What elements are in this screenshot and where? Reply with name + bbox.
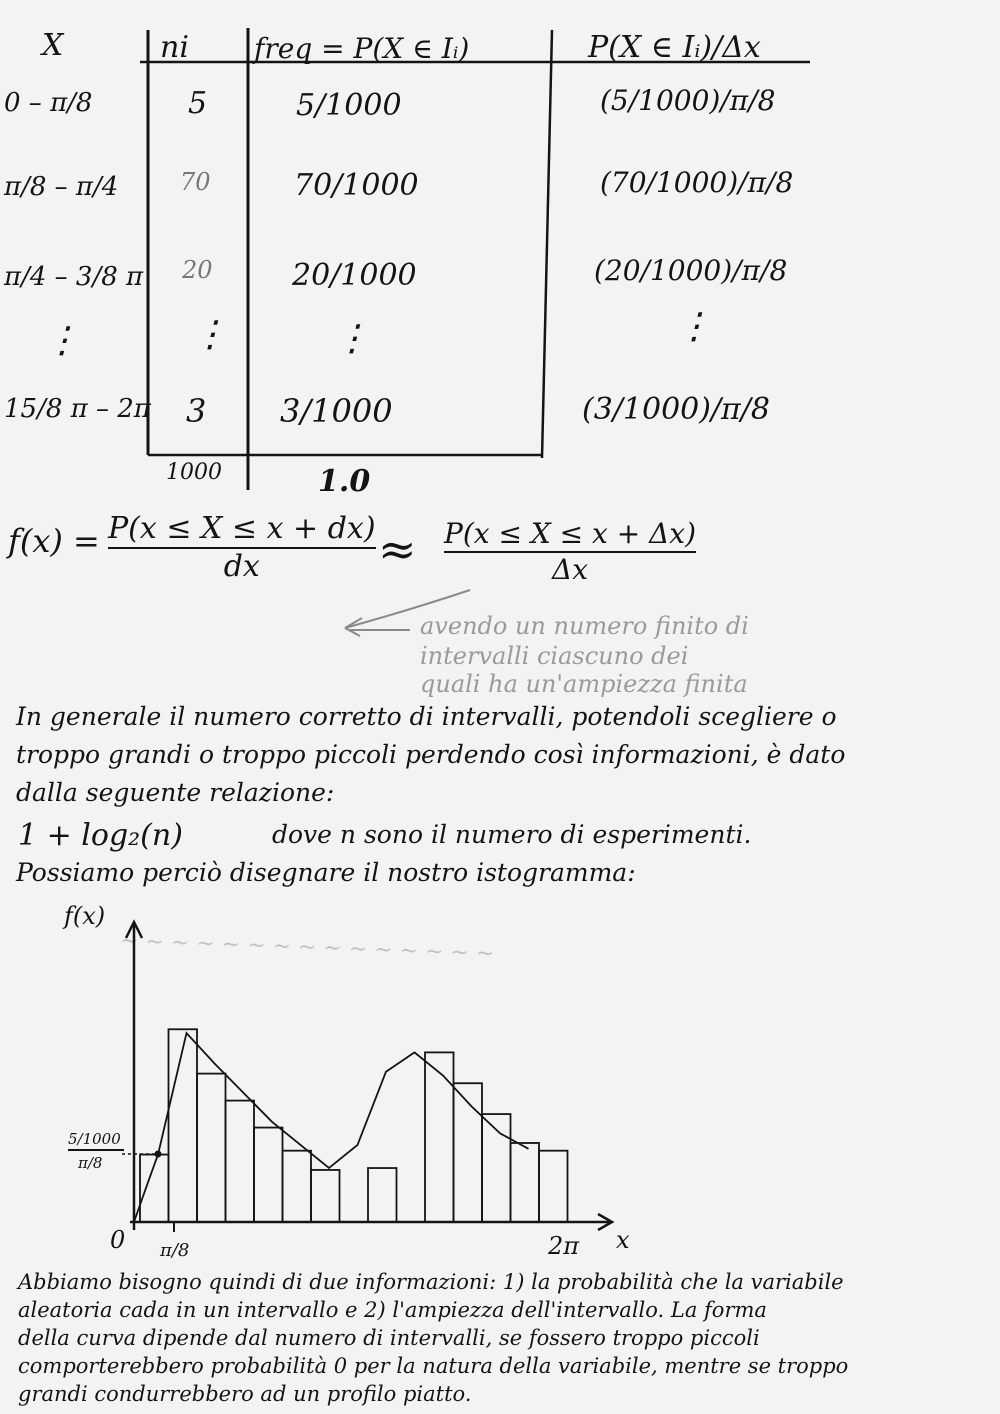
histogram-bar bbox=[283, 1151, 312, 1222]
histogram-bar bbox=[226, 1101, 255, 1222]
table-row-interval: 15/8 π – 2π bbox=[4, 394, 151, 424]
y-axis-label: f(x) bbox=[64, 902, 106, 930]
paragraph2-line: Abbiamo bisogno quindi di due informazioni: 1) la probabilità che la variabile bbox=[18, 1270, 844, 1294]
annotation-line-2: intervalli ciascuno dei bbox=[420, 642, 689, 670]
annotation-line-3: quali ha un'ampiezza finita bbox=[420, 670, 748, 698]
table-row-interval: π/8 – π/4 bbox=[4, 172, 119, 202]
formula-lhs: f(x) = bbox=[8, 522, 100, 560]
paragraph1-line: troppo grandi o troppo piccoli perdendo così informazioni, è dato bbox=[16, 740, 846, 769]
header-ni: ni bbox=[160, 30, 189, 65]
formula-denominator-dx: dx bbox=[223, 549, 260, 584]
table-row-freq: 20/1000 bbox=[292, 258, 417, 293]
origin-label: 0 bbox=[110, 1226, 126, 1254]
header-freq: freq = P(X ∈ Iᵢ) bbox=[254, 32, 470, 65]
y-tick-numerator: 5/1000 bbox=[68, 1130, 121, 1148]
paragraph2-line: comporterebbero probabilità 0 per la natura della variabile, mentre se troppo bbox=[18, 1354, 849, 1378]
table-row-ni: 3 bbox=[186, 392, 207, 430]
density-curve bbox=[134, 1033, 529, 1222]
paragraph1-line: dalla seguente relazione: bbox=[16, 778, 335, 807]
table-row-density: (5/1000)/π/8 bbox=[600, 84, 776, 117]
annotation-line-1: avendo un numero finito di bbox=[420, 612, 749, 640]
histogram-bar bbox=[254, 1128, 283, 1222]
x-axis-label: x bbox=[616, 1226, 630, 1254]
table-row-interval: ⋮ bbox=[44, 320, 80, 361]
table-row-freq: 70/1000 bbox=[294, 168, 419, 203]
table-row-interval: π/4 – 3/8 π bbox=[4, 262, 144, 292]
bleed-through-text: ~ ~ ~ ~ ~ ~ ~ ~ ~ ~ ~ ~ ~ ~ ~ bbox=[119, 928, 495, 967]
table-row-density: (70/1000)/π/8 bbox=[600, 166, 794, 199]
y-tick-denominator: π/8 bbox=[78, 1154, 103, 1172]
paragraph1-line: Possiamo perciò disegnare il nostro istogramma: bbox=[16, 858, 636, 887]
paragraph2-line: grandi condurrebbero ad un profilo piatto. bbox=[18, 1382, 472, 1406]
x-tick-2pi: 2π bbox=[548, 1232, 580, 1260]
annotation-arrow bbox=[0, 0, 1000, 700]
histogram-chart bbox=[0, 900, 1000, 1270]
table-row-ni: 5 bbox=[188, 86, 208, 121]
header-x: X bbox=[42, 28, 64, 63]
paragraph2-line: della curva dipende dal numero di intervalli, se fossero troppo piccoli bbox=[18, 1326, 760, 1350]
table-row-ni: ⋮ bbox=[192, 314, 228, 355]
histogram-bar bbox=[169, 1029, 198, 1222]
x-tick-pi8: π/8 bbox=[160, 1240, 190, 1261]
histogram-bar bbox=[454, 1083, 483, 1222]
log-formula-description: dove n sono il numero di esperimenti. bbox=[272, 820, 752, 849]
formula-numerator-dx: P(x ≤ X ≤ x + dx) bbox=[108, 511, 376, 546]
table-total-ni: 1000 bbox=[166, 460, 222, 485]
histogram-bar bbox=[311, 1170, 340, 1222]
log-formula: 1 + log₂(n) bbox=[18, 818, 183, 853]
paragraph1-line: In generale il numero corretto di intervalli, potendoli scegliere o bbox=[16, 702, 837, 731]
histogram-bar bbox=[425, 1052, 454, 1222]
formula-denominator-delta: Δx bbox=[551, 553, 588, 586]
header-density: P(X ∈ Iᵢ)/Δx bbox=[588, 30, 761, 65]
table-row-ni: 20 bbox=[182, 256, 213, 284]
table-row-interval: 0 – π/8 bbox=[4, 88, 93, 118]
histogram-bar bbox=[197, 1074, 226, 1222]
approx-sign: ≈ bbox=[378, 522, 417, 576]
table-row-freq: 3/1000 bbox=[280, 392, 393, 430]
histogram-bar bbox=[539, 1151, 568, 1222]
paragraph2-line: aleatoria cada in un intervallo e 2) l'ampiezza dell'intervallo. La forma bbox=[18, 1298, 767, 1322]
table-row-density: ⋮ bbox=[676, 306, 712, 347]
table-row-ni: 70 bbox=[180, 168, 211, 196]
histogram-bar bbox=[511, 1143, 540, 1222]
table-row-density: (3/1000)/π/8 bbox=[582, 392, 770, 427]
table-row-freq: ⋮ bbox=[334, 318, 370, 359]
table-row-density: (20/1000)/π/8 bbox=[594, 254, 788, 287]
formula-numerator-delta: P(x ≤ X ≤ x + Δx) bbox=[444, 517, 696, 550]
histogram-bar bbox=[368, 1168, 397, 1222]
table-row-freq: 5/1000 bbox=[296, 88, 402, 123]
table-total-freq: 1.0 bbox=[318, 464, 371, 499]
